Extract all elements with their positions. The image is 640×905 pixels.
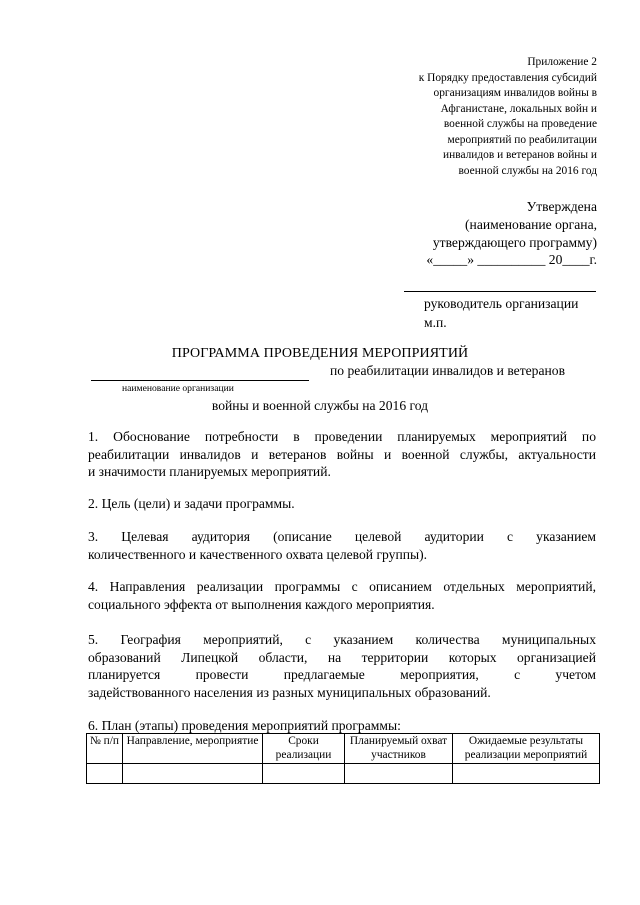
annex-line: Приложение 2 [527, 56, 597, 68]
section-6 [88, 717, 596, 735]
column-header-results: Ожидаемые результаты реализации мероприятий [453, 734, 600, 764]
signer-block [424, 295, 578, 332]
table-cell [345, 764, 453, 784]
annex-line: инвалидов и ветеранов войны и [443, 149, 597, 161]
section-4-line: 4. Направления реализации программы с описанием отдельных мероприятий, [88, 579, 596, 594]
section-3 [88, 528, 596, 563]
column-header-activity: Направление, мероприятие [123, 734, 263, 764]
plan-table [86, 733, 600, 784]
table-cell [453, 764, 600, 784]
document-subtitle-part2: войны и военной службы на 2016 год [211, 398, 429, 413]
annex-line: военной службы на 2016 год [458, 164, 597, 177]
annex-line: военной службы на проведение [443, 118, 597, 130]
section-1-line: реабилитации инвалидов и ветеранов войны и военной службы, актуальности [88, 446, 596, 462]
signature-line [404, 291, 596, 292]
document-title: ПРОГРАММА ПРОВЕДЕНИЯ МЕРОПРИЯТИЙ [171, 346, 469, 361]
section-2 [88, 495, 596, 513]
stamp-place: м.п. [424, 314, 447, 330]
annex-line: Афганистане, локальных войн и [440, 102, 597, 115]
org-name-line [91, 380, 309, 381]
section-6-line: 6. План (этапы) проведения мероприятий программы: [88, 718, 401, 733]
column-header-number: № п/п [87, 734, 123, 764]
approval-block [337, 198, 597, 269]
signer-title: руководитель организации [424, 296, 579, 311]
table-row [87, 764, 600, 784]
section-5-line: планируется провести предлагаемые мероприятия, с учетом [88, 667, 596, 683]
table-cell [87, 764, 123, 784]
approval-line: Утверждена [526, 199, 597, 214]
annex-line: к Порядку предоставления субсидий [418, 71, 597, 84]
section-5-line: 5. География мероприятий, с указанием количества муниципальных [88, 632, 596, 647]
section-1-line: 1. Обоснование потребности в проведении планируемых мероприятий по [88, 429, 596, 444]
annex-block [357, 55, 597, 179]
approval-line: (наименование органа, [465, 216, 597, 232]
section-4 [88, 578, 596, 613]
plan-table-header-row [87, 734, 600, 764]
annex-line: мероприятий по реабилитации [447, 133, 597, 146]
annex-line: организациям инвалидов войны в [433, 87, 597, 99]
column-header-coverage: Планируемый охват участников [345, 734, 453, 764]
section-2-line: 2. Цель (цели) и задачи программы. [88, 496, 295, 511]
section-5 [88, 631, 596, 701]
section-3-line: количественного и качественного охвата целевой группы). [88, 546, 428, 562]
org-name-hint: наименование организации [122, 383, 234, 394]
document-subtitle-part1: по реабилитации инвалидов и ветеранов [330, 363, 565, 378]
approval-date-line: «_____» __________ 20____г. [426, 252, 597, 268]
section-4-line: социального эффекта от выполнения каждого мероприятия. [88, 596, 435, 612]
table-cell [263, 764, 345, 784]
section-5-line: образований Липецкой области, на территории которых организацией [88, 649, 596, 665]
section-1 [88, 428, 596, 481]
section-3-line: 3. Целевая аудитория (описание целевой аудитории с указанием [88, 529, 596, 544]
table-cell [123, 764, 263, 784]
column-header-period: Сроки реализации [263, 734, 345, 764]
section-1-line: и значимости планируемых мероприятий. [88, 464, 331, 480]
section-5-line: задействованного населения из разных муниципальных образований. [88, 684, 491, 700]
approval-line: утверждающего программу) [432, 234, 597, 250]
